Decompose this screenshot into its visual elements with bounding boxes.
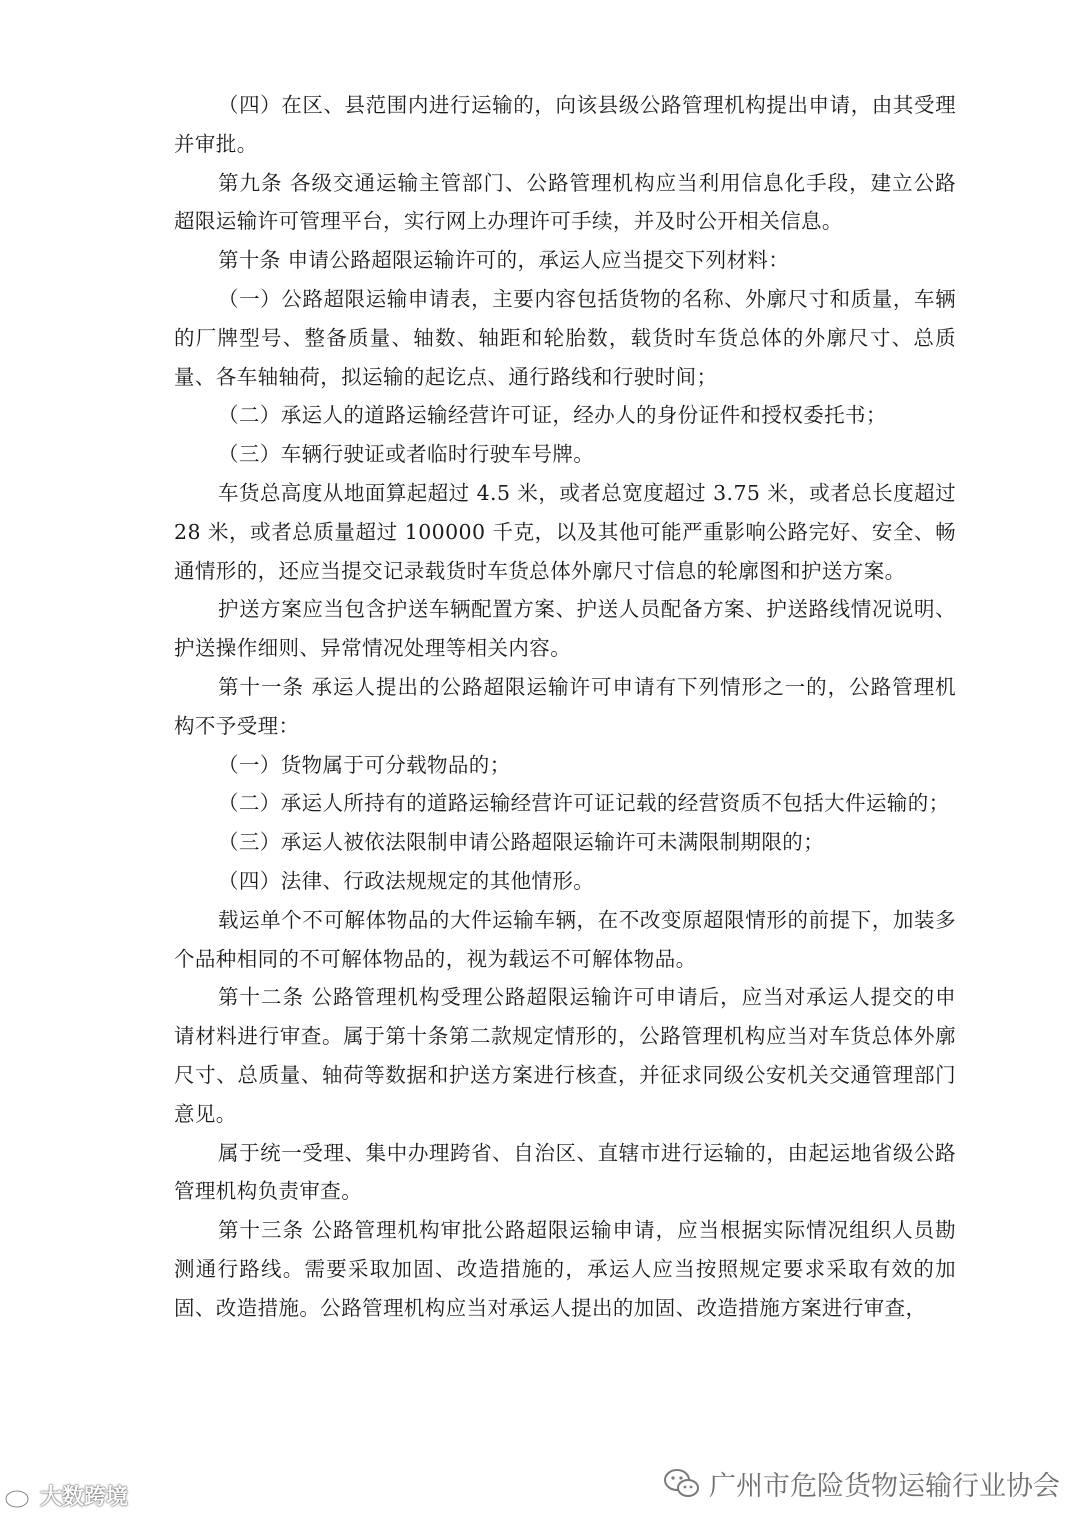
paragraph: 载运单个不可解体物品的大件运输车辆，在不改变原超限情形的前提下，加装多个品种相同的不可解体物品的，视为载运不可解体物品。 bbox=[174, 907, 956, 971]
wechat-logo-icon bbox=[663, 1468, 701, 1500]
paragraph: 车货总高度从地面算起超过 4.5 米，或者总宽度超过 3.75 米，或者总长度超过 28 米，或者总质量超过 100000 千克，以及其他可能严重影响公路完好、安全、畅通情形的，还应当提交记录载货时车货总体外廓尺寸信息的轮廓图和护送方案。 bbox=[174, 480, 956, 583]
source-watermark bbox=[4, 1480, 128, 1511]
source-watermark-text: 大数跨境 bbox=[40, 1485, 129, 1510]
weibo-logo-icon bbox=[4, 1482, 36, 1510]
publisher-watermark-text: 广州市危险货物运输行业协会 bbox=[709, 1471, 1060, 1502]
document-body bbox=[174, 86, 956, 1328]
paragraph: 第十三条 公路管理机构审批公路超限运输申请，应当根据实际情况组织人员勘测通行路线。需要采取加固、改造措施的，承运人应当按照规定要求采取有效的加固、改造措施。公路管理机构应当对承运人提出的加固、改造措施方案进行审查， bbox=[174, 1218, 956, 1320]
paragraph: （一）公路超限运输申请表，主要内容包括货物的名称、外廓尺寸和质量，车辆的厂牌型号、整备质量、轴数、轴距和轮胎数，载货时车货总体的外廓尺寸、总质量、各车轴轴荷，拟运输的起讫点、通行路线和行驶时间； bbox=[174, 286, 956, 389]
paragraph: 第十条 申请公路超限运输许可的，承运人应当提交下列材料： bbox=[218, 248, 790, 273]
paragraph: （二）承运人所持有的道路运输经营许可证记载的经营资质不包括大件运输的； bbox=[218, 791, 950, 816]
paragraph: （二）承运人的道路运输经营许可证，经办人的身份证件和授权委托书； bbox=[218, 403, 887, 428]
paragraph: （三）车辆行驶证或者临时行驶车号牌。 bbox=[218, 442, 595, 467]
paragraph: 属于统一受理、集中办理跨省、自治区、直辖市进行运输的，由起运地省级公路管理机构负责审查。 bbox=[174, 1140, 956, 1204]
paragraph: （四）在区、县范围内进行运输的，向该县级公路管理机构提出申请，由其受理并审批。 bbox=[174, 93, 956, 156]
publisher-watermark bbox=[663, 1464, 1060, 1503]
paragraph: 护送方案应当包含护送车辆配置方案、护送人员配备方案、护送路线情况说明、护送操作细则、异常情况处理等相关内容。 bbox=[174, 597, 956, 661]
paragraph: （四）法律、行政法规规定的其他情形。 bbox=[218, 868, 595, 893]
paragraph: （三）承运人被依法限制申请公路超限运输许可未满限制期限的； bbox=[218, 830, 825, 855]
paragraph: （一）货物属于可分载物品的； bbox=[218, 752, 511, 777]
paragraph: 第九条 各级交通运输主管部门、公路管理机构应当利用信息化手段，建立公路超限运输许可管理平台，实行网上办理许可手续，并及时公开相关信息。 bbox=[174, 170, 956, 234]
paragraph: 第十二条 公路管理机构受理公路超限运输许可申请后，应当对承运人提交的申请材料进行审查。属于第十条第二款规定情形的，公路管理机构应当对车货总体外廓尺寸、总质量、轴荷等数据和护送方案进行核查，并征求同级公安机关交通管理部门意见。 bbox=[174, 985, 956, 1126]
paragraph: 第十一条 承运人提出的公路超限运输许可申请有下列情形之一的，公路管理机构不予受理： bbox=[174, 674, 956, 738]
